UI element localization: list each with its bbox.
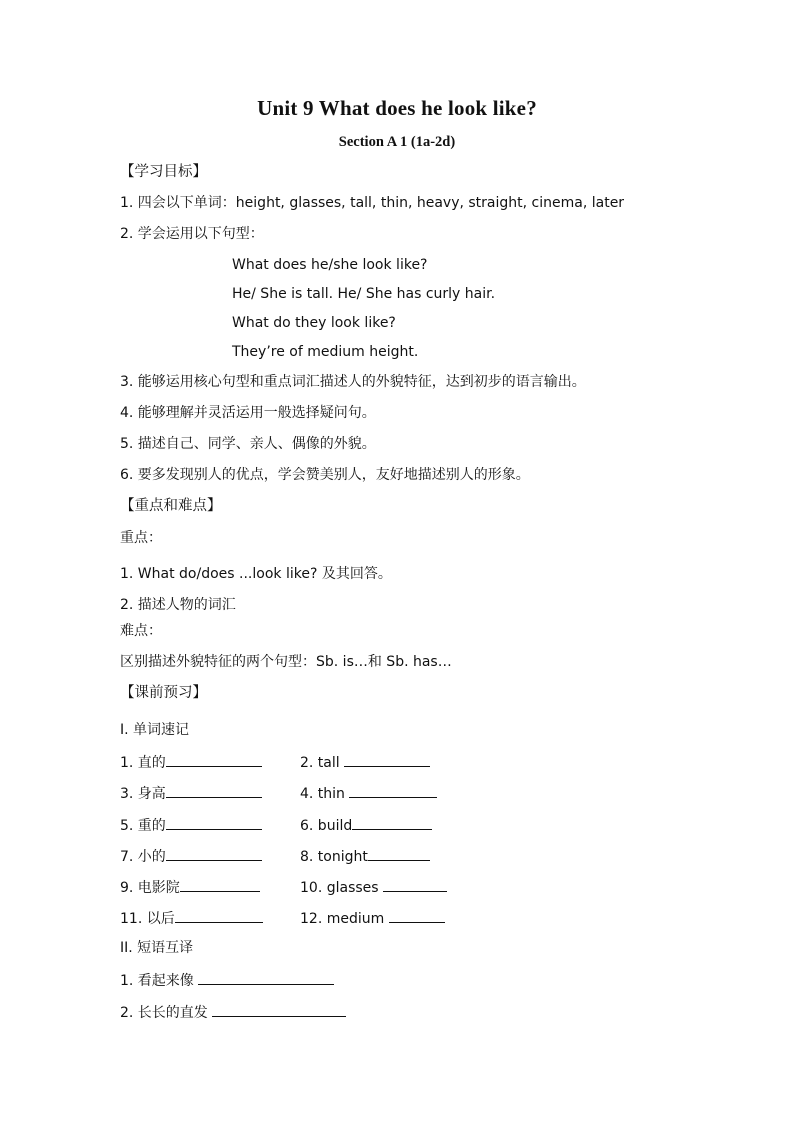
vocab-prompt: 3. 身高 bbox=[120, 786, 166, 802]
section-vocab-heading: I. 单词速记 bbox=[120, 722, 190, 738]
vocab-item bbox=[120, 752, 262, 772]
vocab-item bbox=[300, 846, 430, 866]
vocab-prompt: 8. tonight bbox=[300, 849, 368, 865]
vocab-prompt: 7. 小的 bbox=[120, 849, 166, 865]
vocab-prompt: 1. 直的 bbox=[120, 755, 166, 771]
objective-item-5: 5. 描述自己、同学、亲人、偶像的外貌。 bbox=[120, 436, 376, 452]
phrase-item bbox=[120, 1002, 346, 1022]
key-label: 重点： bbox=[120, 530, 162, 546]
answer-blank[interactable] bbox=[368, 846, 430, 861]
objectives-heading: 【学习目标】 bbox=[120, 164, 207, 180]
sentence-pattern-1: What does he/she look like? bbox=[232, 257, 428, 273]
answer-blank[interactable] bbox=[166, 752, 262, 767]
page-subtitle: Section A 1 (1a-2d) bbox=[338, 134, 456, 150]
vocab-prompt: 4. thin bbox=[300, 786, 350, 802]
answer-blank[interactable] bbox=[166, 815, 262, 830]
vocab-item bbox=[120, 846, 262, 866]
vocab-prompt: 12. medium bbox=[300, 911, 389, 927]
vocab-item bbox=[120, 877, 260, 897]
difficult-label: 难点： bbox=[120, 623, 162, 639]
answer-blank[interactable] bbox=[352, 815, 432, 830]
preview-heading: 【课前预习】 bbox=[120, 685, 207, 701]
section-phrase-heading: II. 短语互译 bbox=[120, 940, 194, 956]
vocab-prompt: 11. 以后 bbox=[120, 911, 175, 927]
sentence-pattern-4: They’re of medium height. bbox=[232, 344, 419, 360]
vocab-item bbox=[300, 877, 447, 897]
objective-item-6: 6. 要多发现别人的优点，学会赞美别人，友好地描述别人的形象。 bbox=[120, 467, 530, 483]
key-point-1: 1. What do/does ...look like? 及其回答。 bbox=[120, 566, 392, 582]
answer-blank[interactable] bbox=[349, 783, 437, 798]
vocab-prompt: 2. tall bbox=[300, 755, 345, 771]
objective-item-1: 1. 四会以下单词：height, glasses, tall, thin, heavy, straight, cinema, later bbox=[120, 195, 625, 211]
sentence-pattern-2: He/ She is tall. He/ She has curly hair. bbox=[232, 286, 496, 302]
vocab-item bbox=[300, 783, 437, 803]
answer-blank[interactable] bbox=[344, 752, 430, 767]
objective-item-3: 3. 能够运用核心句型和重点词汇描述人的外貌特征，达到初步的语言输出。 bbox=[120, 374, 586, 390]
vocab-item bbox=[120, 815, 262, 835]
answer-blank[interactable] bbox=[198, 970, 334, 985]
phrase-item bbox=[120, 970, 334, 990]
vocab-item bbox=[300, 815, 432, 835]
key-point-2: 2. 描述人物的词汇 bbox=[120, 597, 236, 613]
answer-blank[interactable] bbox=[166, 783, 262, 798]
vocab-prompt: 10. glasses bbox=[300, 880, 384, 896]
objective-item-4: 4. 能够理解并灵活运用一般选择疑问句。 bbox=[120, 405, 376, 421]
answer-blank[interactable] bbox=[212, 1002, 346, 1017]
key-points-heading: 【重点和难点】 bbox=[120, 498, 222, 514]
page-title: Unit 9 What does he look like? bbox=[257, 96, 537, 120]
vocab-item bbox=[300, 908, 445, 928]
objective-item-2: 2. 学会运用以下句型： bbox=[120, 226, 264, 242]
vocab-prompt: 9. 电影院 bbox=[120, 880, 180, 896]
vocab-prompt: 5. 重的 bbox=[120, 818, 166, 834]
answer-blank[interactable] bbox=[180, 877, 260, 892]
vocab-item bbox=[120, 908, 263, 928]
difficult-point-1: 区别描述外貌特征的两个句型：Sb. is…和 Sb. has… bbox=[120, 654, 452, 670]
vocab-item bbox=[120, 783, 262, 803]
sentence-pattern-3: What do they look like? bbox=[232, 315, 396, 331]
phrase-prompt: 1. 看起来像 bbox=[120, 973, 199, 989]
vocab-item bbox=[300, 752, 430, 772]
answer-blank[interactable] bbox=[389, 908, 445, 923]
answer-blank[interactable] bbox=[383, 877, 447, 892]
phrase-prompt: 2. 长长的直发 bbox=[120, 1005, 213, 1021]
answer-blank[interactable] bbox=[166, 846, 262, 861]
vocab-prompt: 6. build bbox=[300, 818, 353, 834]
answer-blank[interactable] bbox=[175, 908, 263, 923]
